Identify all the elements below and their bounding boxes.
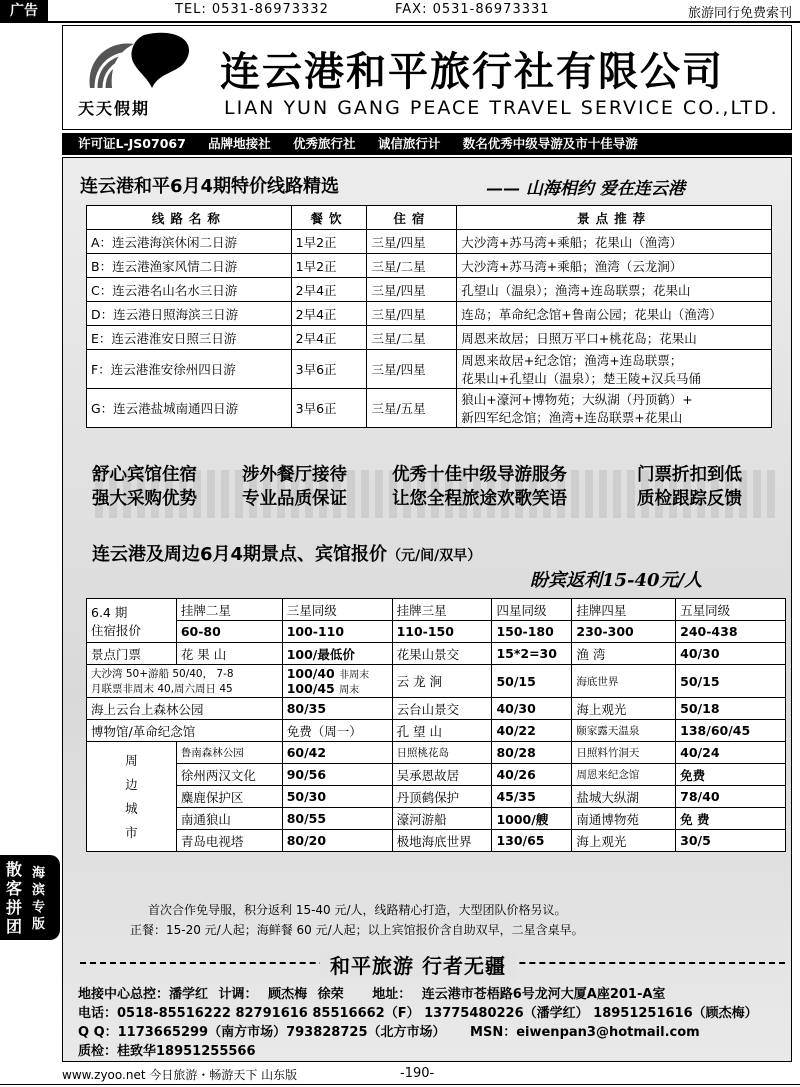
table-row — [87, 230, 772, 254]
spot-name: 鲁南森林公园 — [176, 742, 282, 764]
region-label — [87, 742, 177, 852]
hotel-header: 四星同级 — [492, 599, 572, 621]
quality-contact: 质检：桂致华18951255566 — [78, 1044, 256, 1059]
col-header: 住宿 — [367, 206, 457, 230]
spot-price: 40/24 — [676, 742, 786, 764]
spot-name: 日照料竹洞天 — [572, 742, 676, 764]
routes-slogan: —— 山海相约 爱在连云港 — [486, 179, 685, 199]
contact-planner: 顾杰梅 — [268, 987, 308, 1002]
spot-name: 青岛电视塔 — [176, 830, 282, 852]
spot-price-note: 非周末 — [339, 670, 370, 681]
hotel-header: 挂牌三星 — [392, 599, 492, 621]
table-row — [87, 643, 786, 665]
spot-price: 80/28 — [492, 742, 572, 764]
license-bar — [62, 133, 792, 155]
route-spots — [457, 350, 772, 389]
spot-price: 90/56 — [282, 764, 392, 786]
routes-header-row — [87, 206, 772, 230]
phone-numbers: 电话：0518-85516222 82791616 85516662（F） 13775480226（潘学红） 18951251616（顾杰梅） — [78, 1006, 758, 1021]
spot-name: 盐城大纵湖 — [572, 786, 676, 808]
spot-price: 50/15 — [676, 665, 786, 698]
route-spots-line: 花果山+孔望山（温泉）；楚王陵+汉兵马俑 — [461, 371, 701, 386]
hotel-header: 三星同级 — [282, 599, 392, 621]
route-spots: 孔望山（温泉）；渔湾+连岛联票；花果山 — [457, 278, 772, 302]
spot-price: 78/40 — [676, 786, 786, 808]
region-label-char: 城 — [125, 800, 138, 816]
note-line: 首次合作免导服，积分返利 15-40 元/人，线路精心打造，大型团队价格另议。 — [148, 903, 567, 917]
spot-price: 免费 — [676, 764, 786, 786]
banner-item: 强大采购优势 — [92, 489, 197, 509]
table-row — [87, 698, 786, 720]
spot-name: 丹顶鹤保护 — [392, 786, 492, 808]
route-name: A：连云港海滨休闲二日游 — [87, 230, 292, 254]
table-row — [87, 808, 786, 830]
banner-item: 优秀十佳中级导游服务 — [392, 465, 567, 485]
spot-name: 海上观光 — [572, 830, 676, 852]
route-name: C：连云港名山名水三日游 — [87, 278, 292, 302]
hotel-price: 240-438 — [676, 621, 786, 643]
spot-price-line — [287, 681, 388, 696]
bonus-text: 盼宾返利15-40元/人 — [530, 570, 703, 591]
spot-price-line — [287, 666, 388, 681]
table-row — [87, 621, 786, 643]
hotel-price: 110-150 — [392, 621, 492, 643]
corner-cell — [87, 599, 177, 643]
contact-line — [78, 1004, 764, 1023]
spot-price: 80/35 — [282, 698, 392, 720]
side-tab-label-left: 散客拼团 — [6, 860, 23, 936]
route-spots-line: 周恩来故居+纪念馆；渔湾+连岛联票； — [461, 353, 683, 368]
route-name: E：连云港淮安日照三日游 — [87, 326, 292, 350]
spot-name: 徐州两汉文化 — [176, 764, 282, 786]
spot-price: 免费（周一） — [282, 720, 392, 742]
table-row — [87, 786, 786, 808]
spot-price-value: 100/45 — [286, 681, 335, 696]
spot-name-line: 月联票非周末 40,周六周日 45 — [91, 683, 233, 695]
contact-line — [78, 1042, 764, 1061]
spot-name: 濠河游船 — [392, 808, 492, 830]
spot-price: 40/26 — [492, 764, 572, 786]
spot-name: 博物馆/革命纪念馆 — [87, 720, 283, 742]
spot-price-note: 周末 — [339, 685, 360, 696]
hotel-header: 挂牌二星 — [176, 599, 282, 621]
spot-price: 80/20 — [282, 830, 392, 852]
table-row — [87, 830, 786, 852]
qq-numbers: Q Q：1173665299（南方市场）793828725（北方市场） — [78, 1025, 446, 1040]
contact-planner: 徐荣 — [317, 987, 344, 1002]
route-spots-line: 新四军纪念馆；渔湾+连岛联票+花果山 — [461, 410, 683, 425]
spot-name: 日照桃花岛 — [392, 742, 492, 764]
address: 连云港市苍梧路6号龙河大厦A座201-A室 — [421, 987, 666, 1002]
banner-item: 让您全程旅途欢歌笑语 — [392, 489, 567, 509]
table-row — [87, 302, 772, 326]
ad-label: 广告 — [0, 0, 48, 22]
spot-name: 渔 湾 — [572, 643, 676, 665]
spot-name: 孔 望 山 — [392, 720, 492, 742]
company-name-cn: 连云港和平旅行社有限公司 — [220, 49, 724, 95]
table-row — [87, 350, 772, 389]
company-logo-icon — [82, 30, 197, 95]
route-hotel: 三星/四星 — [367, 350, 457, 389]
spot-price: 80/55 — [282, 808, 392, 830]
col-header: 景点推荐 — [457, 206, 772, 230]
region-label-char: 市 — [125, 824, 138, 840]
logo-caption: 天天假期 — [78, 99, 151, 118]
spot-name: 极地海底世界 — [392, 830, 492, 852]
top-divider — [0, 21, 800, 23]
spot-name: 花果山景交 — [392, 643, 492, 665]
banner-item: 专业品质保证 — [242, 489, 347, 509]
spot-price: 100/最低价 — [282, 643, 392, 665]
service-banner — [92, 463, 782, 511]
hotel-price: 150-180 — [492, 621, 572, 643]
spot-name: 周恩来纪念馆 — [572, 764, 676, 786]
spot-price: 50/18 — [676, 698, 786, 720]
spot-price: 15*2=30 — [492, 643, 572, 665]
route-meal: 2早4正 — [291, 278, 367, 302]
route-spots: 连岛；革命纪念馆+鲁南公园；花果山（渔湾） — [457, 302, 772, 326]
spot-name: 颐家露天温泉 — [572, 720, 676, 742]
route-name: G：连云港盐城南通四日游 — [87, 389, 292, 428]
route-spots-line: 狼山+濠河+博物苑；大纵湖（丹顶鹤）+ — [461, 392, 693, 407]
region-label-char: 周 — [125, 752, 138, 768]
note-line: 正餐：15-20 元/人起；海鲜餐 60 元/人起；以上宾馆报价含自助双早，二星含桌早。 — [130, 923, 584, 937]
license-item: 诚信旅行计 — [377, 136, 441, 151]
spot-price: 1000/艘 — [492, 808, 572, 830]
hotel-price: 60-80 — [176, 621, 282, 643]
license-item: 品牌地接社 — [208, 136, 271, 151]
license-item: 许可证L-JS07067 — [78, 136, 186, 151]
spot-price: 60/42 — [282, 742, 392, 764]
prices-table — [86, 598, 786, 852]
corner-caption: 住宿报价 — [91, 622, 142, 638]
contact-line — [78, 1023, 764, 1042]
top-right-text: 旅游同行免费索刊 — [687, 6, 792, 21]
route-hotel: 三星/四星 — [367, 230, 457, 254]
hotel-price: 230-300 — [572, 621, 676, 643]
spot-price: 40/30 — [676, 643, 786, 665]
prices-title-unit: （元/间/双早） — [387, 548, 482, 564]
license-item: 优秀旅行社 — [293, 136, 356, 151]
route-hotel: 三星/四星 — [367, 302, 457, 326]
route-spots: 周恩来故居；日照万平口+桃花岛；花果山 — [457, 326, 772, 350]
fax-number: FAX: 0531-86973331 — [395, 2, 550, 17]
footer-divider — [0, 1084, 800, 1085]
spot-name: 海上云台上森林公园 — [87, 698, 283, 720]
route-hotel: 三星/二星 — [367, 326, 457, 350]
table-row — [87, 665, 786, 698]
side-tab-label-right: 海滨专版 — [32, 866, 46, 932]
spot-name: 南通狼山 — [176, 808, 282, 830]
spot-price: 30/5 — [676, 830, 786, 852]
company-name-en: LIAN YUN GANG PEACE TRAVEL SERVICE CO.,LTD. — [224, 97, 779, 119]
spot-price: 40/30 — [492, 698, 572, 720]
banner-item: 门票折扣到低 — [637, 465, 742, 485]
table-row — [87, 742, 786, 764]
address-label: 地址： — [372, 987, 412, 1002]
spot-name: 海底世界 — [572, 665, 676, 698]
route-name: F：连云港淮安徐州四日游 — [87, 350, 292, 389]
route-name: D：连云港日照海滨三日游 — [87, 302, 292, 326]
hotel-header: 挂牌四星 — [572, 599, 676, 621]
spot-name — [87, 665, 283, 698]
table-row — [87, 764, 786, 786]
spot-price: 40/22 — [492, 720, 572, 742]
route-hotel: 三星/五星 — [367, 389, 457, 428]
route-meal: 3早6正 — [291, 389, 367, 428]
route-meal: 2早4正 — [291, 302, 367, 326]
spot-name: 云台山景交 — [392, 698, 492, 720]
table-row — [87, 389, 772, 428]
route-spots: 大沙湾+苏马湾+乘船；花果山（渔湾） — [457, 230, 772, 254]
route-meal: 1早2正 — [291, 230, 367, 254]
contact-block — [78, 985, 764, 1061]
contact-planner-label: 计调： — [218, 987, 258, 1002]
contact-line — [78, 985, 764, 1004]
spot-price-value: 100/40 — [286, 666, 335, 681]
spot-price: 45/35 — [492, 786, 572, 808]
spot-name: 云 龙 涧 — [392, 665, 492, 698]
table-row — [87, 254, 772, 278]
route-meal: 2早4正 — [291, 326, 367, 350]
spot-price: 138/60/45 — [676, 720, 786, 742]
table-row — [87, 278, 772, 302]
table-row — [87, 599, 786, 621]
col-header: 线路名称 — [87, 206, 292, 230]
spot-name: 吴承恩故居 — [392, 764, 492, 786]
top-bar — [0, 0, 800, 22]
footer-text: www.zyoo.net 今日旅游・畅游天下 山东版 — [62, 1068, 298, 1082]
spot-name: 海上观光 — [572, 698, 676, 720]
table-row — [87, 326, 772, 350]
routes-table — [86, 205, 772, 428]
route-hotel: 三星/四星 — [367, 278, 457, 302]
banner-item: 质检跟踪反馈 — [637, 489, 742, 509]
banner-item: 涉外餐厅接待 — [242, 465, 347, 485]
banner-item: 舒心宾馆住宿 — [92, 465, 197, 485]
spot-price: 50/30 — [282, 786, 392, 808]
route-spots: 大沙湾+苏马湾+乘船；渔湾（云龙涧） — [457, 254, 772, 278]
spot-name-line: 大沙湾 50+游船 50/40， 7-8 — [91, 668, 234, 680]
motto: 和平旅游 行者无疆 — [320, 950, 516, 979]
page-number: -190- — [400, 1066, 435, 1081]
corner-period: 6.4 期 — [91, 604, 128, 620]
hotel-header: 五星同级 — [676, 599, 786, 621]
license-item: 数名优秀中级导游及市十佳导游 — [462, 136, 638, 151]
hotel-price: 100-110 — [282, 621, 392, 643]
spot-price: 免 费 — [676, 808, 786, 830]
prices-section-title — [92, 540, 481, 566]
spot-name: 花 果 山 — [176, 643, 282, 665]
spot-name: 麋鹿保护区 — [176, 786, 282, 808]
col-header: 餐饮 — [291, 206, 367, 230]
spot-name: 南通博物苑 — [572, 808, 676, 830]
tel-number: TEL: 0531-86973332 — [175, 2, 329, 17]
spot-price: 50/15 — [492, 665, 572, 698]
contact-manager: 地接中心总控：潘学红 — [78, 987, 209, 1002]
route-hotel: 三星/二星 — [367, 254, 457, 278]
spot-price: 130/65 — [492, 830, 572, 852]
route-meal: 1早2正 — [291, 254, 367, 278]
region-label-char: 边 — [125, 776, 138, 792]
route-meal: 3早6正 — [291, 350, 367, 389]
price-notes — [130, 900, 584, 940]
prices-title-text: 连云港及周边6月4期景点、宾馆报价 — [92, 544, 388, 565]
msn-address: MSN：eiwenpan3@hotmail.com — [470, 1025, 700, 1040]
tickets-label: 景点门票 — [87, 643, 177, 665]
route-name: B：连云港渔家风情二日游 — [87, 254, 292, 278]
routes-section-title: 连云港和平6月4期特价线路精选 — [80, 176, 340, 197]
route-spots — [457, 389, 772, 428]
spot-price — [282, 665, 392, 698]
table-row — [87, 720, 786, 742]
